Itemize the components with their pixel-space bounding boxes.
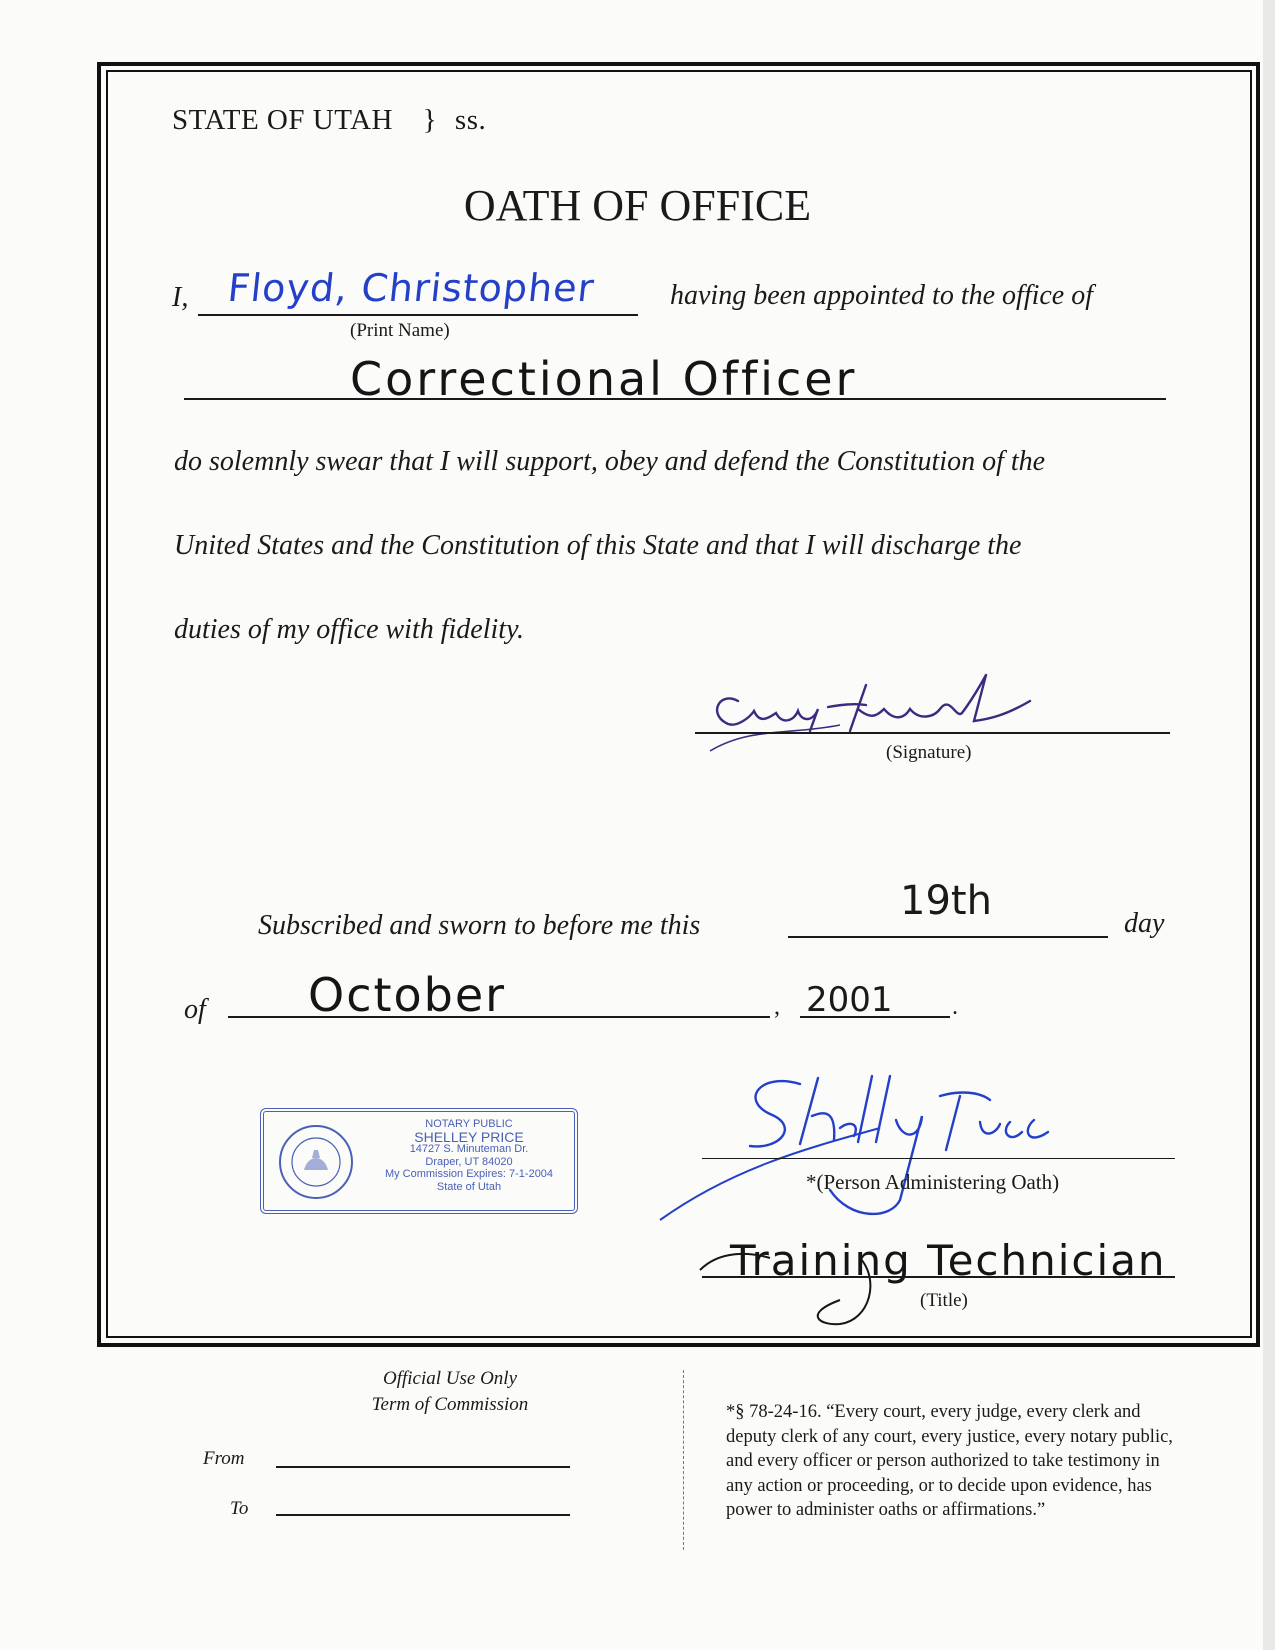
i-label: I, [172,282,189,313]
ss-label: ss. [454,104,487,136]
month-value: October [308,968,507,1022]
signature-caption: (Signature) [886,742,972,763]
notary-stamp [260,1108,578,1214]
office-line [184,398,1166,400]
of-label: of [184,994,206,1025]
section-divider [683,1370,684,1550]
appointed-text: having been appointed to the office of [670,280,1094,311]
stamp-address-1: 14727 S. Minuteman Dr. [409,1143,529,1155]
subscribed-text: Subscribed and sworn to before me this [258,910,701,941]
oath-text-line-3: duties of my office with fidelity. [174,614,524,645]
year-value: 2001 [806,980,893,1020]
from-label: From [203,1448,245,1469]
oath-text-line-1: do solemnly swear that I will support, obey and defend the Constitution of the [174,446,1046,477]
statute-footnote [726,1400,1173,1523]
footnote-line-4: any action or proceeding, or to decide upon evidence, has [726,1475,1152,1496]
day-line [788,936,1108,938]
stamp-title: NOTARY PUBLIC [425,1118,513,1130]
stamp-notary-name: SHELLEY PRICE [414,1128,524,1145]
footnote-line-5: power to administer oaths or affirmations.” [726,1500,1046,1520]
stamp-state: State of Utah [436,1180,502,1193]
to-label: To [230,1498,249,1519]
day-value: 19th [900,878,992,924]
office-value: Correctional Officer [350,352,858,406]
to-line [276,1514,570,1516]
oath-text-line-2: United States and the Constitution of this State and that I will discharge the [174,530,1022,561]
title-value: Training Technician [730,1236,1167,1285]
from-line [276,1466,570,1468]
page-edge [1263,0,1275,1650]
title-line [702,1276,1175,1278]
administrator-caption: *(Person Administering Oath) [806,1170,1060,1194]
stamp-address-2: Draper, UT 84020 [425,1155,513,1168]
signature-line [695,732,1170,734]
print-name-value: Floyd, Christopher [225,266,597,310]
stamp-expires: My Commission Expires: 7-1-2004 [384,1168,554,1180]
footnote-line-1: *§ 78-24-16. “Every court, every judge, every clerk and [726,1402,1141,1422]
day-label: day [1124,908,1165,939]
brace: } [422,104,438,136]
term-of-commission-label: Term of Commission [371,1394,529,1415]
administrator-line [702,1158,1175,1159]
print-name-caption: (Print Name) [350,320,450,341]
print-name-line [198,314,638,316]
state-name: STATE OF UTAH [172,104,393,136]
title-caption: (Title) [920,1290,968,1311]
title-flourish [690,1240,930,1330]
state-seal-icon [274,1122,358,1202]
footnote-line-2: deputy clerk of any court, every justice, every notary public, [726,1426,1173,1447]
period: . [952,994,958,1020]
footnote-line-3: and every officer or person authorized to take testimony in [726,1451,1160,1471]
official-use-label: Official Use Only [382,1368,518,1389]
official-use-heading [300,1366,600,1418]
comma: , [774,994,780,1020]
page-title: OATH OF OFFICE [463,181,812,230]
state-heading [172,104,486,137]
stamp-text-block [364,1118,574,1193]
